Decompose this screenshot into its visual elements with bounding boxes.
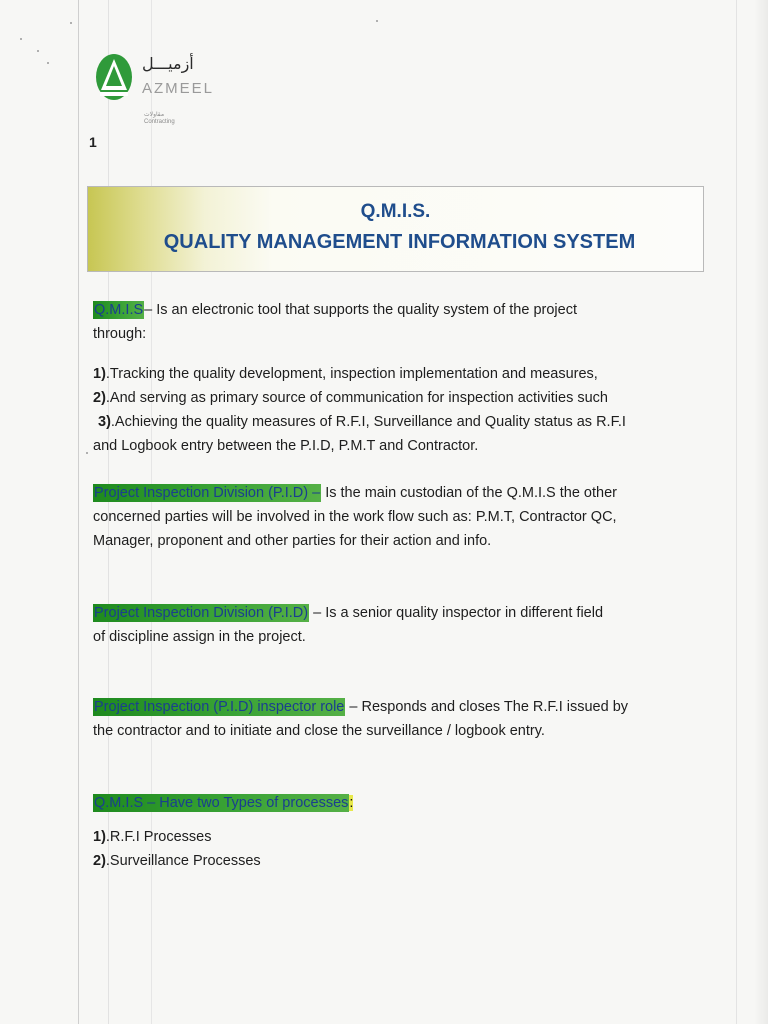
- scan-speck: [376, 20, 378, 22]
- list-number: 2): [93, 390, 106, 406]
- title-acronym: Q.M.I.S.: [360, 201, 431, 222]
- title-banner: [87, 186, 704, 272]
- pid-senior-highlight: Project Inspection Division (P.I.D): [94, 605, 309, 621]
- intro-line: [93, 298, 713, 322]
- list-text: .R.F.I Processes: [105, 829, 212, 845]
- list-text: .Achieving the quality measures of R.F.I, Surveillance and Quality status as R.F.I: [110, 414, 626, 430]
- pid-senior-text: – Is a senior quality inspector in different field: [309, 605, 604, 621]
- list-number: 3): [98, 414, 111, 430]
- list-text: .Surveillance Processes: [105, 853, 261, 869]
- company-logo: [94, 52, 244, 132]
- pid-highlight: Project Inspection Division (P.I.D) –: [94, 485, 321, 501]
- logo-subtitle-arabic: مقاولات: [144, 112, 165, 118]
- intro-text: – Is an electronic tool that supports the quality system of the project: [144, 302, 577, 318]
- scan-line-artifact: [736, 0, 737, 1024]
- scan-speck: [20, 38, 22, 40]
- intro-paragraph: [93, 298, 713, 346]
- list-item: [93, 386, 713, 410]
- pid-text: Is the main custodian of the Q.M.I.S the other: [321, 485, 617, 501]
- page-edge-shadow: [754, 0, 768, 1024]
- pid-line: [93, 481, 713, 505]
- process-item: [93, 849, 713, 873]
- scan-speck: [47, 62, 49, 64]
- list-item: [93, 410, 713, 434]
- pid-senior-line: of discipline assign in the project.: [93, 629, 306, 645]
- list-number: 2): [93, 853, 106, 869]
- list-continuation: and Logbook entry between the P.I.D, P.M.T and Contractor.: [93, 438, 479, 454]
- title-full: QUALITY MANAGEMENT INFORMATION SYSTEM: [163, 231, 636, 253]
- list-number: 1): [93, 829, 106, 845]
- inspector-role-paragraph: [93, 695, 713, 743]
- processes-colon: :: [349, 795, 354, 811]
- process-item: [93, 825, 713, 849]
- intro-line: through:: [93, 326, 147, 342]
- page-number: 1: [89, 134, 97, 150]
- inspector-role-line: the contractor and to initiate and close the surveillance / logbook entry.: [93, 723, 545, 739]
- pid-senior-line: [93, 601, 713, 625]
- processes-heading: [93, 791, 713, 815]
- processes-list: [93, 825, 713, 873]
- pid-line: Manager, proponent and other parties for their action and info.: [93, 533, 492, 549]
- scan-line-artifact: [78, 0, 79, 1024]
- objectives-list: [93, 362, 713, 458]
- pid-line: concerned parties will be involved in the work flow such as: P.M.T, Contractor QC,: [93, 509, 617, 525]
- inspector-role-line: [93, 695, 713, 719]
- logo-arabic-text: أزميـــل: [142, 54, 194, 73]
- scan-speck: [37, 50, 39, 52]
- processes-highlight: Q.M.I.S – Have two Types of processes: [94, 795, 349, 811]
- inspector-role-text: – Responds and closes The R.F.I issued by: [345, 699, 629, 715]
- list-text: .Tracking the quality development, inspection implementation and measures,: [105, 366, 598, 382]
- scan-speck: [86, 452, 88, 454]
- azmeel-logo-icon: [94, 52, 134, 102]
- intro-highlight: Q.M.I.S: [94, 302, 144, 318]
- scan-speck: [70, 22, 72, 24]
- pid-senior-paragraph: [93, 601, 713, 649]
- logo-subtitle-latin: Contracting: [144, 119, 175, 125]
- logo-subtitle: [144, 112, 175, 126]
- inspector-role-highlight: Project Inspection (P.I.D) inspector role: [94, 699, 345, 715]
- list-text: .And serving as primary source of communication for inspection activities such: [105, 390, 608, 406]
- pid-paragraph: [93, 481, 713, 553]
- logo-latin-text: AZMEEL: [142, 80, 215, 97]
- list-number: 1): [93, 366, 106, 382]
- list-item: [93, 362, 713, 386]
